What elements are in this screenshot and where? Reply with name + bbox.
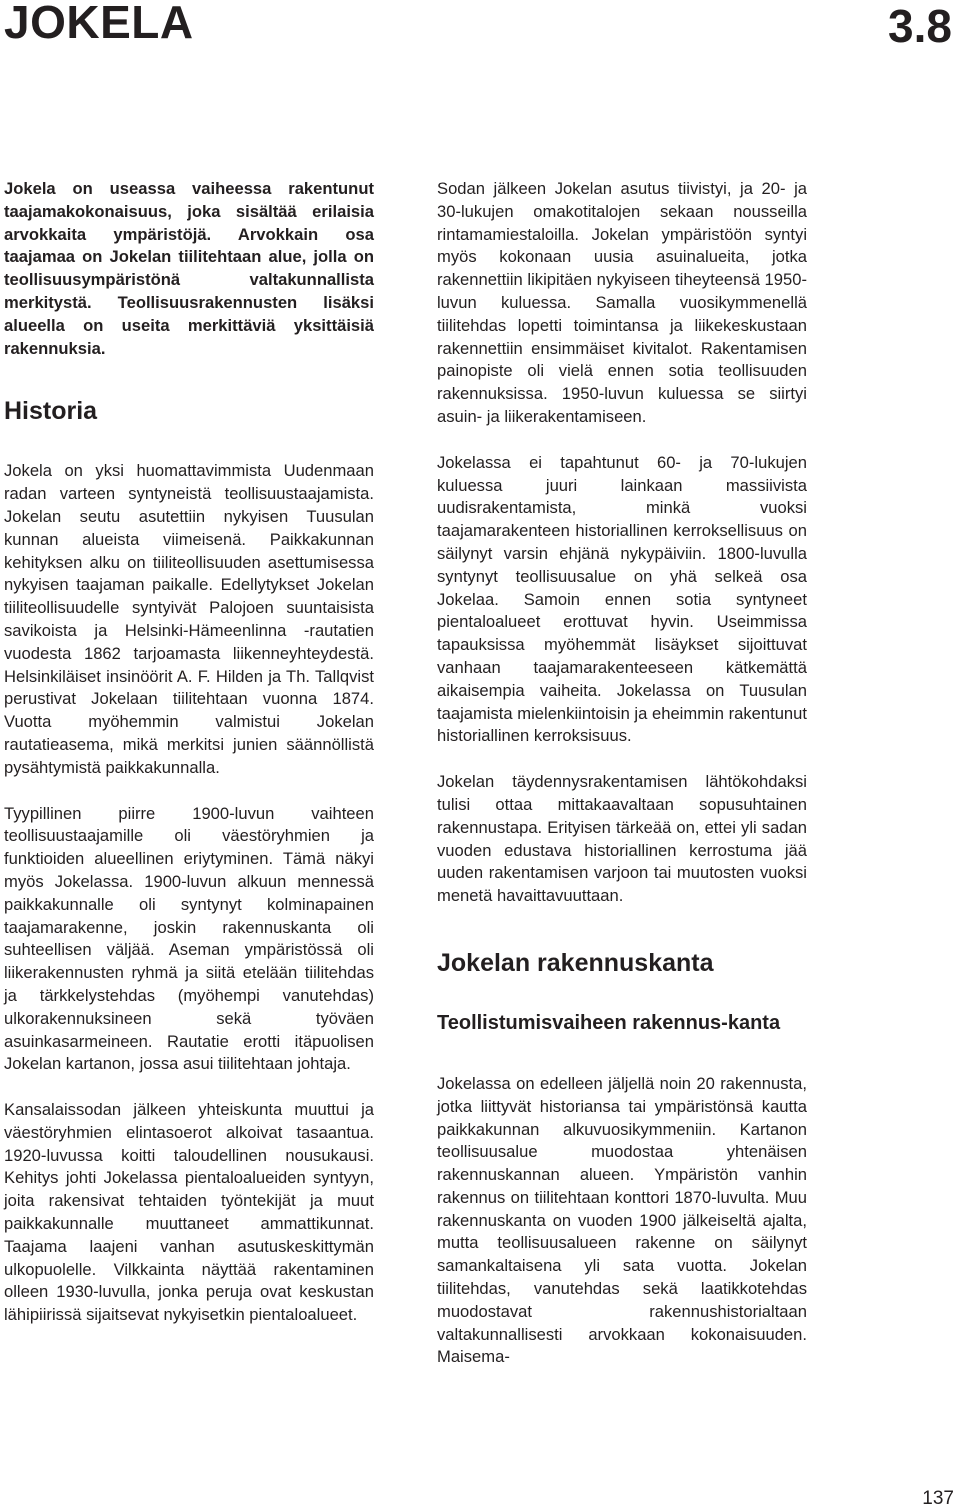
section-number: 3.8 [888,0,952,52]
layering-paragraph: Jokelassa ei tapahtunut 60- ja 70-lukujen kuluessa juuri lainkaan massiivista uudisrakentamista, minkä vuoksi taajamarakenteen historiallinen kerroksellisuus on säilynyt varsin ehjänä nykypäiviin. 1800-luvulla syntynyt teollisuusalue on yhä selkeä osa Jokelaa. Samoin ennen sotia syntyneet pientaloalueet erottuvat hyvin. Useimmissa tapauksissa myöhemmät lisäykset sijoittuvat vanhaan taajamarakenteeseen kätkemättä aikaisempia vaiheita. Jokelassa on Tuusulan taajamista mielenkiintoisin ja eheimmin rakentunut historiallinen kerroksisuus. [437,452,807,746]
postwar-paragraph: Sodan jälkeen Jokelan asutus tiivistyi, ja 20- ja 30-lukujen omakotitalojen sekaan nousseilla rintamamiestaloilla. Jokelan ympäristöön syntyi myös kokonaan uusia asuinalueita, jotka rakennettiin likipitäen nykyiseen tiheyteensä 1950-luvun kuluessa. Samalla vuosikymmenellä tiilitehdas lopetti toimintansa ja liikekeskustaan rakennettiin ensimmäiset kivitalot. Rakentamisen painopiste oli vielä ennen sotia teollisuuden rakennuksissa. 1950-luvun kuluessa se siirtyi asuin- ja liikerakentamiseen. [437,179,807,426]
history-paragraph-2: Tyypillinen piirre 1900-luvun vaihteen teollisuustaajamille oli väestöryhmien ja funktioiden alueellinen eriytyminen. Tämä näkyi myös Jokelassa. 1900-luvun alkuun mennessä paikkakunnalle oli syntynyt kolminapainen taajamarakenne, joskin rakennuskanta oli suhteellisen väljää. Aseman ympäristössä oli liikerakennusten ryhmä ja siitä etelään tiilitehdas ja tärkkelystehdas (myöhempi vanutehdas) ulkorakennuksineen sekä työväen asuinkasarmeineen. Rautatie erotti itäpuolisen Jokelan kartanon, jossa asui tiilitehtaan johtaja. [4,803,374,1074]
paragraph-gap [4,1076,374,1099]
paragraph-gap [437,748,807,771]
intro-block [4,178,374,360]
industrial-era-heading: Teollistumisvaiheen rakennus-kanta [437,1011,781,1034]
right-column [437,178,807,1369]
intro-paragraph: Jokela on useassa vaiheessa rakentunut taajamakokonaisuus, joka sisältää erilaisia arvokkaita ympäristöjä. Arvokkain osa taajamaa on Jokelan tiilitehtaan alue, jolla on teollisuusympäristönä valtakunnallista merkitystä. Teollisuusrakennusten lisäksi alueella on useita merkittäviä yksittäisiä rakennuksia. [4,179,374,358]
building-stock-heading: Jokelan rakennuskanta [437,948,714,977]
infill-paragraph: Jokelan täydennysrakentamisen lähtökohdaksi tulisi ottaa mittakaavaltaan sopusuhtainen rakennustapa. Erityisen tärkeää on, ettei yli sadan vuoden edustava historiallinen kerrostuma jää uuden rakentamisen varjoon tai muutosten vuoksi menetä havaittavuuttaan. [437,772,807,906]
history-heading: Historia [4,397,98,426]
history-paragraph-1: Jokela on yksi huomattavimmista Uudenmaan radan varteen syntyneistä teollisuustaajamista. Jokelan seutu asutettiin nykyisen Tuusulan kunnan alueista viimeisenä. Paikkakunnan kehityksen alku on tiiliteollisuuden asettumisessa nykyisen taajaman paikalle. Edellytykset Jokelan tiiliteollisuudelle syntyivät Palojoen suuntaisista savikoista ja Helsinki-Hämeenlinna -rautatien vuodesta 1862 tarjoamasta liikenneyhteydestä. Helsinkiläiset insinöörit A. F. Hilden ja Th. Tallqvist perustivat Jokelaan tiilitehtaan vuonna 1874. Vuotta myöhemmin valmistui Jokelan rautatieasema, mikä merkitsi junien säännöllistä pysähtymistä paikkakunnalla. [4,461,374,777]
industrial-era-paragraph: Jokelassa on edelleen jäljellä noin 20 rakennusta, jotka liittyvät historiansa tai ympäristönsä kautta paikkakunnan alkuvuosikymmeniin. Kartanon teollisuusalue muodostaa yhtenäisen rakennuskannan alueen. Ympäristön vanhin rakennus on tiilitehtaan konttori 1870-luvulta. Muu rakennuskanta on vuoden 1900 jälkeiseltä ajalta, mutta teollisuusalueen rakenne on säilynyt samankaltaisena yli sata vuotta. Jokelan tiilitehdas, vanutehdas sekä laatikkotehdas muodostavat rakennushistorialtaan valtakunnallisesti arvokkaan kokonaisuuden. Maisema- [437,1073,807,1367]
page-title: JOKELA [4,0,194,48]
page-number: 137 [922,1488,954,1509]
paragraph-gap [437,429,807,452]
left-column [4,178,374,1327]
paragraph-gap [4,780,374,803]
history-paragraph-3: Kansalaissodan jälkeen yhteiskunta muuttui ja väestöryhmien elintasoerot alkoivat tasaantua. 1920-luvussa koitti taloudellinen nousukausi. Kehitys johti Jokelassa pientaloalueiden syntyyn, joita rakensivat tehtaiden työntekijät ja muut paikkakunnalle muuttaneet ammattikunnat. Taajama laajeni vanhan asutuskeskittymän ulkopuolelle. Vilkkainta näyttää rakentaminen olleen 1930-luvulla, jonka peruja ovat keskustan lähipiirissä sijaitsevat nykyisetkin pientaloalueet. [4,1100,374,1325]
